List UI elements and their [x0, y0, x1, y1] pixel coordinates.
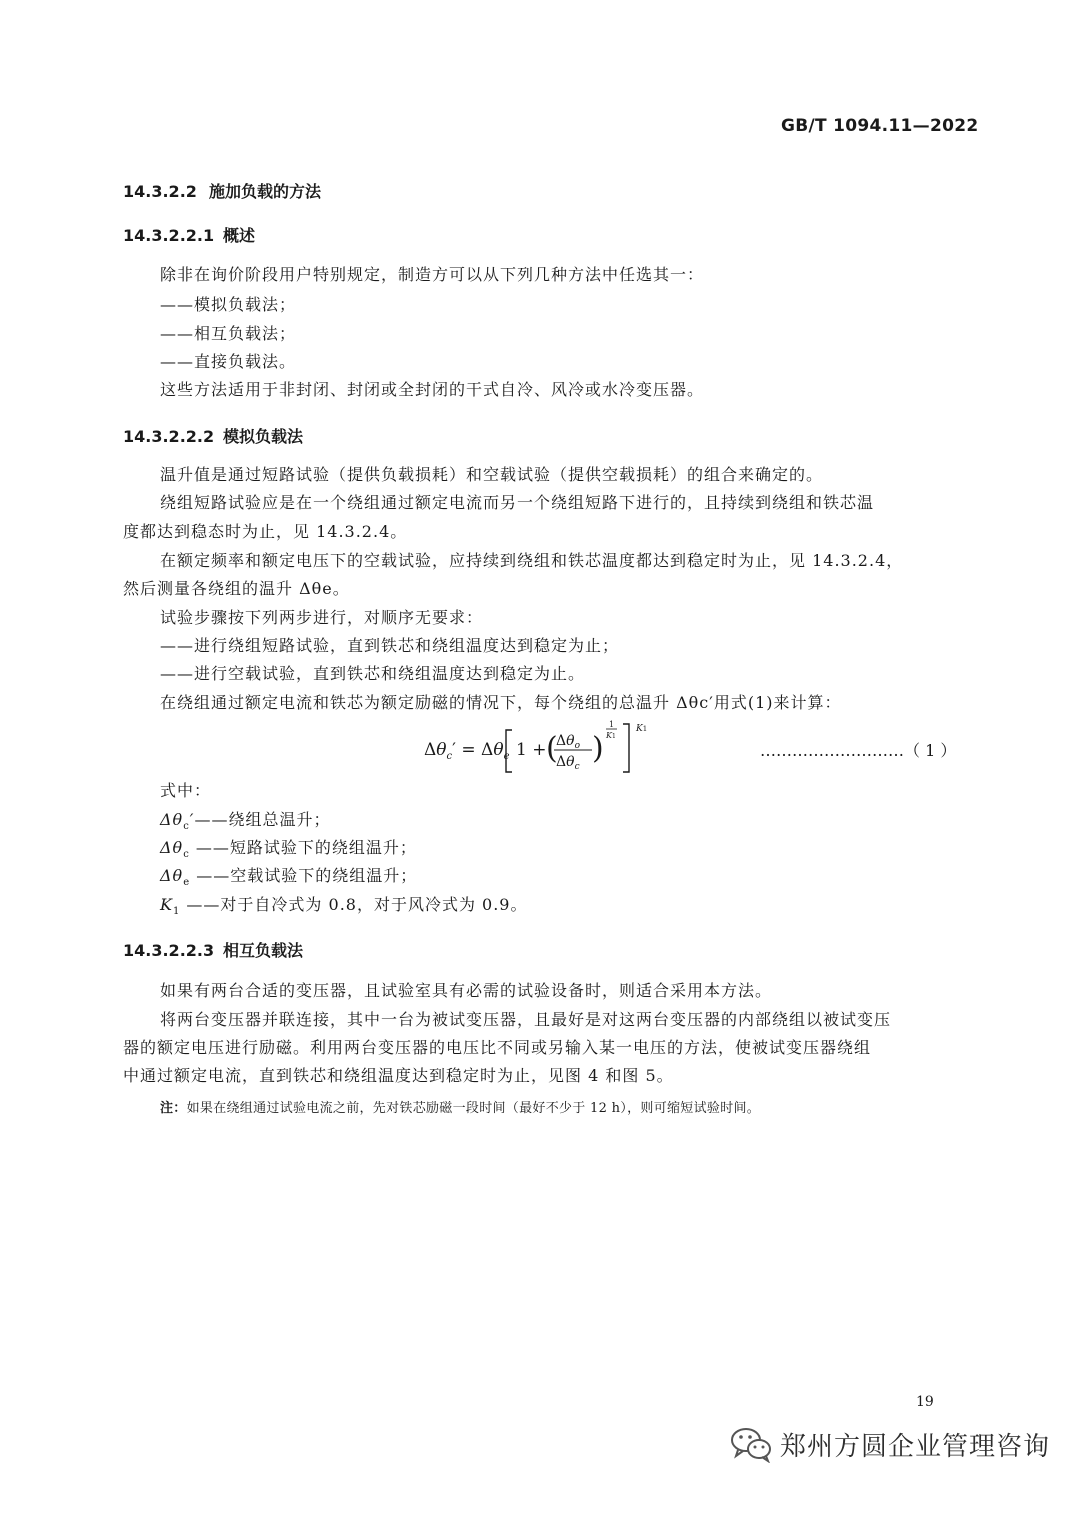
paragraph: 这些方法适用于非封闭、封闭或全封闭的干式自冷、风冷或水冷变压器。	[160, 380, 705, 399]
watermark-text: 郑州方圆企业管理咨询	[780, 1431, 1051, 1462]
variable-definition	[160, 838, 417, 861]
paragraph-continued: 中通过额定电流，直到铁芯和绕组温度达到稳定时为止，见图 4 和图 5。	[123, 1066, 674, 1085]
variable-symbol: $K_1$	[160, 895, 181, 918]
watermark	[730, 1425, 1050, 1463]
variable-definition	[160, 866, 417, 889]
list-item: ——进行空载试验，直到铁芯和绕组温度达到稳定为止。	[160, 664, 586, 683]
variable-definition	[160, 895, 528, 918]
section-title: 相互负载法	[223, 941, 304, 960]
variable-description: ——绕组总温升；	[194, 810, 331, 829]
section-heading-14-3-2-2-1	[123, 223, 255, 246]
section-title: 模拟负载法	[223, 427, 304, 446]
svg-text:(: (	[546, 731, 558, 766]
svg-text:Δθc′ = Δθe: $\Delta\theta_c' = \Delta\theta_e$	[424, 740, 510, 762]
section-title: 施加负载的方法	[209, 182, 322, 201]
section-number: 14.3.2.2.2	[123, 427, 215, 446]
list-item: ——直接负载法。	[160, 352, 297, 371]
variable-symbol: $\Delta\theta_e$	[160, 866, 191, 889]
svg-text:1: 1	[609, 720, 615, 729]
section-heading-14-3-2-2-2	[123, 424, 303, 447]
paragraph: 绕组短路试验应是在一个绕组通过额定电流而另一个绕组短路下进行的，且持续到绕组和铁芯温	[160, 493, 875, 512]
formula-1	[420, 718, 680, 782]
section-title: 概述	[223, 226, 256, 245]
formula-reference: ………………………（ 1 ）	[760, 741, 957, 760]
where-label: 式中：	[160, 781, 212, 800]
section-number: 14.3.2.2	[123, 182, 197, 201]
note-text: 如果在绕组通过试验电流之前，先对铁芯励磁一段时间（最好不少于 12 h），则可缩短试验时间。	[186, 1101, 761, 1116]
variable-definition	[160, 810, 330, 833]
standard-code: GB/T 1094.11—2022	[781, 116, 979, 136]
svg-text:): )	[592, 731, 604, 766]
paragraph-continued: 然后测量各绕组的温升 Δθe。	[123, 579, 350, 598]
note-label: 注：	[160, 1101, 187, 1116]
paragraph: 在额定频率和额定电压下的空载试验，应持续到绕组和铁芯温度都达到稳定时为止，见 14.3.2.4，	[160, 551, 904, 570]
svg-text:Δθo: $\Delta\theta_o$	[556, 733, 580, 751]
paragraph: 试验步骤按下列两步进行，对顺序无要求：	[160, 608, 484, 627]
section-number: 14.3.2.2.3	[123, 941, 215, 960]
wechat-icon	[730, 1425, 774, 1463]
paragraph: 在绕组通过额定电流和铁芯为额定励磁的情况下，每个绕组的总温升 Δθc′用式(1)来计算：	[160, 693, 842, 712]
variable-description: ——短路试验下的绕组温升；	[195, 838, 417, 857]
svg-text:K1: K1	[636, 724, 648, 734]
paragraph: 除非在询价阶段用户特别规定，制造方可以从下列几种方法中任选其一：	[160, 265, 705, 284]
section-heading-14-3-2-2-3	[123, 938, 303, 961]
svg-text:1 +: 1 +	[516, 740, 547, 760]
svg-text:K1: K1	[606, 731, 616, 740]
variable-symbol: $\Delta\theta_c$	[160, 838, 190, 861]
paragraph: 将两台变压器并联连接，其中一台为被试变压器，且最好是对这两台变压器的内部绕组以被试变压	[160, 1010, 892, 1029]
svg-text:Δθc: $\Delta\theta_c$	[556, 754, 580, 772]
paragraph: 温升值是通过短路试验（提供负载损耗）和空载试验（提供空载损耗）的组合来确定的。	[160, 465, 824, 484]
variable-description: ——空载试验下的绕组温升；	[196, 866, 418, 885]
section-number: 14.3.2.2.1	[123, 226, 215, 245]
list-item: ——进行绕组短路试验，直到铁芯和绕组温度达到稳定为止；	[160, 636, 620, 655]
paragraph-continued: 度都达到稳态时为止，见 14.3.2.4。	[123, 522, 408, 541]
variable-symbol: $\Delta\theta_c'$	[160, 810, 195, 833]
note	[160, 1097, 760, 1116]
page-number: 19	[916, 1394, 934, 1410]
section-heading-14-3-2-2	[123, 179, 321, 202]
paragraph-continued: 器的额定电压进行励磁。利用两台变压器的电压比不同或另输入某一电压的方法，使被试变压器绕组	[123, 1038, 872, 1057]
list-item: ——相互负载法；	[160, 324, 297, 343]
variable-description: ——对于自冷式为 0.8，对于风冷式为 0.9。	[186, 895, 528, 914]
list-item: ——模拟负载法；	[160, 295, 297, 314]
paragraph: 如果有两台合适的变压器，且试验室具有必需的试验设备时，则适合采用本方法。	[160, 981, 773, 1000]
